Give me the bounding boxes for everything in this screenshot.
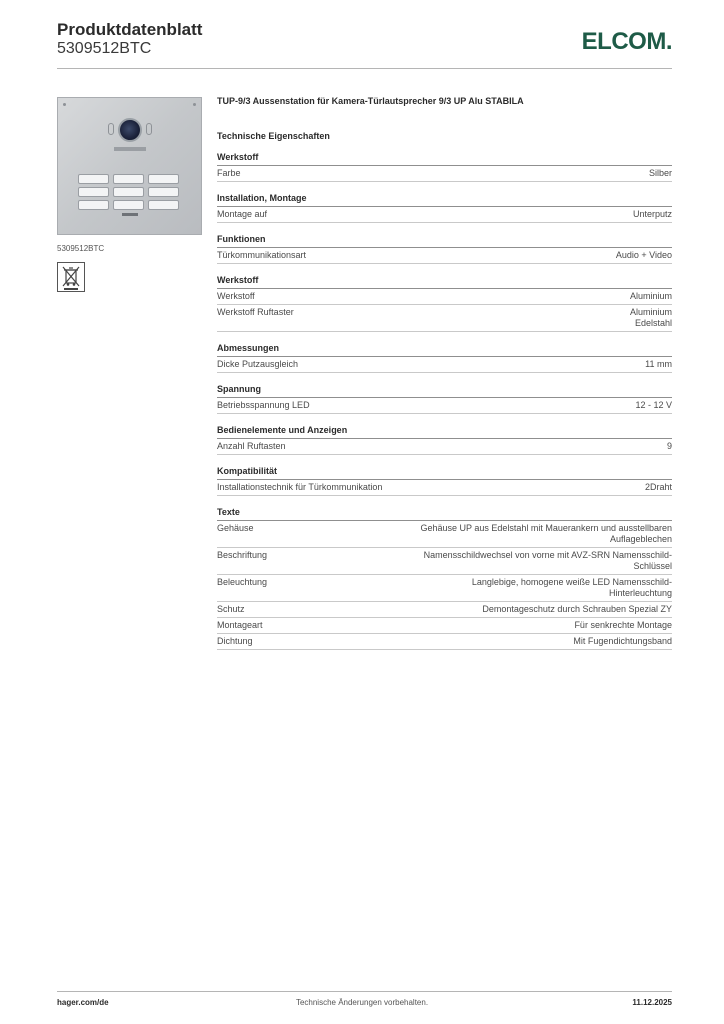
page-title: Produktdatenblatt [57,20,203,39]
elcom-logo: ELCOM. [581,28,672,55]
header-divider [57,68,672,69]
property-value: Aluminium [629,291,672,301]
property-row [217,248,672,264]
group-title: Spannung [217,384,672,398]
call-button-slot [148,187,179,197]
image-caption: 5309512BTC [57,244,105,253]
property-key: Schutz [217,604,245,614]
footer-divider [57,991,672,992]
property-group [217,507,672,650]
property-row [217,548,672,575]
property-key: Beleuchtung [217,577,268,587]
call-button-slot [148,200,179,210]
call-button-slot [113,174,144,184]
property-value: 9 [666,441,672,451]
brand-mark [122,213,138,216]
property-row [217,398,672,414]
call-button-slot [78,200,109,210]
product-image [57,97,202,235]
camera-lens-icon [118,118,142,142]
property-value: Für senkrechte Montage [574,620,672,630]
property-value: Gehäuse UP aus Edelstahl mit Mauerankern und ausstellbaren Auflageblechen [420,523,672,544]
property-row [217,289,672,305]
property-value: 2Draht [644,482,672,492]
group-title: Werkstoff [217,152,672,166]
group-title: Installation, Montage [217,193,672,207]
speaker-grille-right [146,123,152,135]
speaker-grille-left [108,123,114,135]
property-group [217,234,672,264]
property-key: Farbe [217,168,241,178]
property-group [217,275,672,332]
group-title: Werkstoff [217,275,672,289]
property-value: 11 mm [645,359,672,369]
property-row [217,357,672,373]
property-key: Werkstoff Ruftaster [217,307,294,317]
call-button-slot [78,174,109,184]
call-button-slot [148,174,179,184]
camera-label-plate [114,147,146,151]
call-button-grid [78,174,179,210]
property-row [217,618,672,634]
property-value: Namensschildwechsel von vorne mit AVZ-SRN Namensschild- Schlüssel [423,550,672,571]
property-key: Anzahl Ruftasten [217,441,286,451]
property-key: Installationstechnik für Türkommunikation [217,482,383,492]
property-key: Gehäuse [217,523,254,533]
property-row [217,439,672,455]
property-row [217,521,672,548]
property-value: Demontageschutz durch Schrauben Spezial ZY [482,604,672,614]
properties-table [217,152,672,661]
property-group [217,343,672,373]
footer-date: 11.12.2025 [632,998,672,1007]
property-key: Montage auf [217,209,268,219]
property-row [217,305,672,332]
property-value: Langlebige, homogene weiße LED Namensschild- Hinterleuchtung [471,577,672,598]
product-title: TUP-9/3 Aussenstation für Kamera-Türlautsprecher 9/3 UP Alu STABILA [217,96,524,106]
group-title: Kompatibilität [217,466,672,480]
property-group [217,384,672,414]
group-title: Bedienelemente und Anzeigen [217,425,672,439]
property-key: Dichtung [217,636,253,646]
screw-icon [193,103,196,106]
screw-icon [63,103,66,106]
group-title: Funktionen [217,234,672,248]
section-heading: Technische Eigenschaften [217,131,330,141]
property-row [217,166,672,182]
article-number: 5309512BTC [57,40,152,57]
property-key: Beschriftung [217,550,268,560]
property-group [217,466,672,496]
property-row [217,575,672,602]
property-key: Türkommunikationsart [217,250,307,260]
property-group [217,152,672,182]
property-group [217,425,672,455]
property-value: Unterputz [632,209,672,219]
property-row [217,602,672,618]
property-group [217,193,672,223]
group-title: Abmessungen [217,343,672,357]
property-row [217,634,672,650]
footer-notice: Technische Änderungen vorbehalten. [295,998,429,1007]
property-key: Dicke Putzausgleich [217,359,299,369]
property-value: 12 - 12 V [635,400,672,410]
property-key: Werkstoff [217,291,255,301]
group-title: Texte [217,507,672,521]
footer-website: hager.com/de [57,998,109,1007]
property-value: Audio + Video [615,250,672,260]
property-value: Silber [648,168,672,178]
property-value: Aluminium Edelstahl [629,307,672,328]
call-button-slot [113,187,144,197]
property-key: Betriebsspannung LED [217,400,310,410]
weee-crossed-bin-icon [57,262,85,292]
call-button-slot [78,187,109,197]
call-button-slot [113,200,144,210]
property-value: Mit Fugendichtungsband [573,636,672,646]
property-key: Montageart [217,620,263,630]
property-row [217,207,672,223]
property-row [217,480,672,496]
